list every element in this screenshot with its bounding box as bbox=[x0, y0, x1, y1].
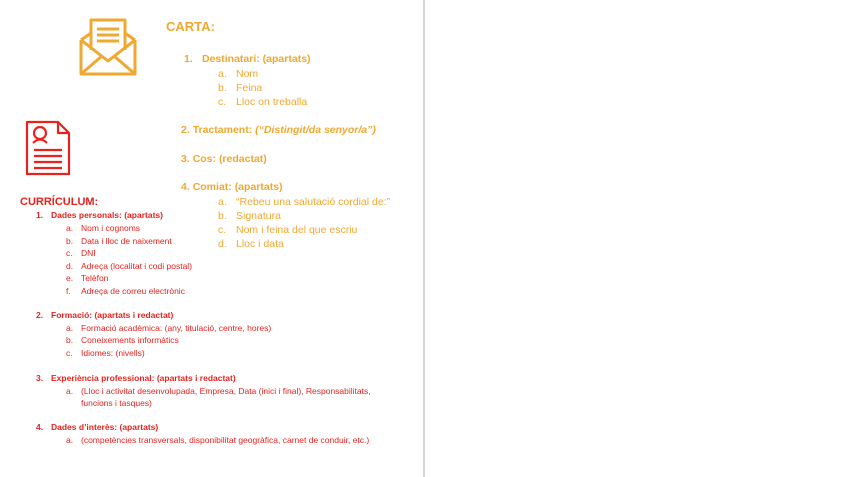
list-item-continuation: funcions i tasques) bbox=[81, 398, 152, 408]
list-item: a. (competències transversals, disponibilitat geogràfica, carnet de conduir, etc.) bbox=[66, 435, 370, 445]
list-item: d. Adreça (localitat i codi postal) bbox=[66, 261, 193, 271]
section-number: 1. bbox=[36, 210, 44, 220]
list-item: f. Adreça de correu electrònic bbox=[66, 286, 185, 296]
section-number: 4. bbox=[36, 422, 44, 432]
list-item: a. (Lloc i activitat desenvolupada, Empresa, Data (inici i final), Responsabilitats, bbox=[66, 386, 371, 396]
carta-section-4 bbox=[181, 181, 283, 193]
list-item: a. “Rebeu una salutació cordial de:” bbox=[218, 196, 391, 208]
list-item: b. Feina bbox=[218, 82, 263, 94]
section-heading: Tractament: bbox=[192, 124, 256, 136]
carta-section-1 bbox=[184, 53, 311, 65]
section-number: 3. bbox=[36, 373, 44, 383]
section-heading: Experiència professional: (apartats i redactat) bbox=[51, 373, 236, 383]
list-item: a. Formació acadèmica: (any, titulació, centre, hores) bbox=[66, 323, 272, 333]
section-heading: Cos: (redactat) bbox=[192, 153, 267, 165]
list-item: b. Coneixements informàtics bbox=[66, 335, 179, 345]
resume-document-icon bbox=[24, 119, 72, 177]
section-heading: Formació: (apartats i redactat) bbox=[51, 310, 174, 320]
section-heading: Dades d’interès: (apartats) bbox=[51, 422, 159, 432]
list-item: e. Telèfon bbox=[66, 273, 109, 283]
section-number: 2. bbox=[36, 310, 44, 320]
cv-section-1 bbox=[36, 210, 163, 220]
envelope-letter-icon bbox=[78, 17, 138, 77]
list-item: c. Nom i feina del que escriu bbox=[218, 224, 358, 236]
cv-section-4 bbox=[36, 422, 158, 432]
carta-section-2 bbox=[181, 124, 376, 136]
list-item: c. Lloc on treballa bbox=[218, 96, 308, 108]
document-page bbox=[0, 0, 423, 477]
section-heading: Dades personals: (apartats) bbox=[51, 210, 163, 220]
section-heading-italic: (“Distingit/da senyor/a”) bbox=[255, 124, 376, 136]
blank-pane bbox=[425, 0, 848, 477]
section-number: 2. bbox=[181, 124, 190, 136]
carta-title: CARTA: bbox=[166, 19, 215, 34]
section-heading: Comiat: (apartats) bbox=[192, 181, 283, 193]
list-item: b. Signatura bbox=[218, 210, 281, 222]
list-item: c. Idiomes: (nivells) bbox=[66, 348, 145, 358]
section-number: 1. bbox=[184, 53, 193, 65]
list-item: c. DNI bbox=[66, 248, 96, 258]
section-number: 4. bbox=[181, 181, 190, 193]
carta-section-3 bbox=[181, 153, 267, 165]
list-item: a. Nom bbox=[218, 68, 259, 80]
cv-section-3 bbox=[36, 373, 236, 383]
list-item: d. Lloc i data bbox=[218, 238, 284, 250]
section-number: 3. bbox=[181, 153, 190, 165]
list-item: b. Data i lloc de naixement bbox=[66, 236, 172, 246]
section-heading: Destinatari: (apartats) bbox=[202, 53, 311, 65]
curriculum-title: CURRÍCULUM: bbox=[20, 196, 99, 208]
list-item: a. Nom i cognoms bbox=[66, 223, 141, 233]
cv-section-2 bbox=[36, 310, 173, 320]
